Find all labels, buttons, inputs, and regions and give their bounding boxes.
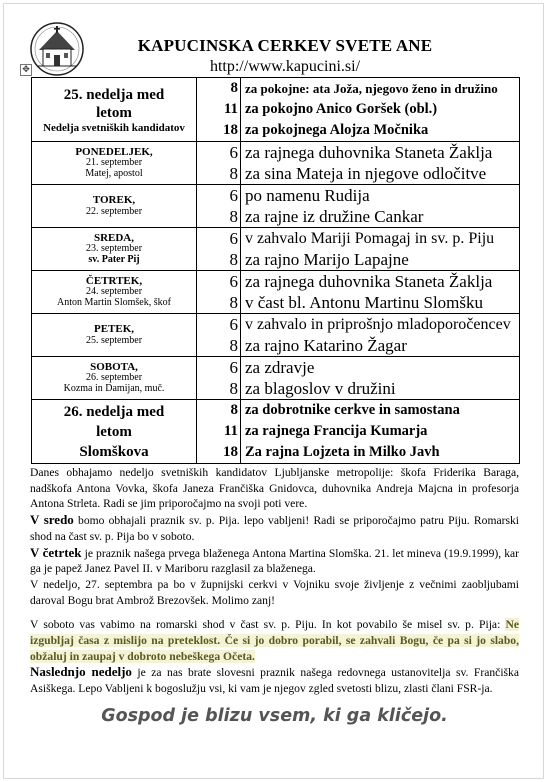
day-saint: sv. Pater Pij xyxy=(88,253,140,265)
day-cell xyxy=(32,185,197,228)
mass-hour: 8 xyxy=(229,293,238,312)
notice-text: V soboto vas vabimo na romarski shod v čast sv. p. Piju. In kot povabilo še misel sv. p. Pija: xyxy=(30,618,506,632)
notice-text: je praznik našega prvega blaženega Antona Martina Slomška. 21. let mineva (19.9.1999), kar ga je papež Janez Pavel II. v Mariboru razglasil za blaženega. xyxy=(30,546,519,576)
day-name: TOREK, xyxy=(92,193,136,206)
day-title: 26. nedelja med xyxy=(63,403,165,420)
day-saint: Kozma in Damijan, muč. xyxy=(63,382,165,394)
day-cell xyxy=(32,228,197,271)
hours-cell xyxy=(197,400,241,464)
page-title: KAPUCINSKA CERKEV SVETE ANE xyxy=(137,36,433,55)
notice-paragraph xyxy=(30,664,519,696)
intentions-cell xyxy=(241,228,520,271)
day-cell xyxy=(32,78,197,142)
day-cell xyxy=(32,314,197,357)
mass-intention: po namenu Rudija xyxy=(245,186,370,205)
mass-intention: za zdravje xyxy=(245,358,315,377)
day-cell xyxy=(32,357,197,400)
day-subtitle: Nedelja svetniških kandidatov xyxy=(43,121,185,134)
day-name: PONEDELJEK, xyxy=(75,145,153,158)
mass-hour: 6 xyxy=(229,272,238,291)
table-row xyxy=(32,228,520,271)
notice-paragraph: Danes obhajamo nedeljo svetniških kandidatov Ljubljanske metropolije: škofa Friderika Baraga, nadškofa Antona Vovka, škofa Janeza Frančiška Gnidovca, duhovnika Andreja Majcna in profesorja Antona Strleta. Radi se jim priporočajmo na svoji poti vere. xyxy=(30,466,519,511)
day-name: PETEK, xyxy=(93,322,135,335)
mass-intention: v zahvalo in priprošnjo mladoporočencev xyxy=(245,316,511,333)
notice-paragraph xyxy=(30,617,519,664)
notice-lead: V četrtek xyxy=(30,544,82,560)
mass-intention: za pokojnega Alojza Močnika xyxy=(245,122,429,138)
day-title: 25. nedelja med xyxy=(63,86,165,103)
mass-intention: za sina Mateja in njegove odločitve xyxy=(245,164,487,183)
mass-hour: 6 xyxy=(229,315,238,334)
notice-paragraph xyxy=(30,512,519,544)
day-title-2: letom xyxy=(96,423,132,440)
hours-cell xyxy=(197,142,241,185)
notice-paragraph: V nedeljo, 27. septembra pa bo v župnijski cerkvi v Vojniku svoje življenje z večnimi zaobljubami daroval Bogu brat Ambrož Brezovšek. Molimo zanj! xyxy=(30,577,519,607)
day-saint: Anton Martin Slomšek, škof xyxy=(57,296,171,308)
mass-hour: 11 xyxy=(223,423,238,439)
table-move-handle-icon[interactable]: ✥ xyxy=(20,64,32,76)
mass-intention: za rajnega duhovnika Staneta Žaklja xyxy=(245,272,493,291)
day-date: 24. september xyxy=(85,286,143,298)
mass-schedule-table xyxy=(31,77,520,464)
day-date: 22. september xyxy=(85,205,143,217)
intentions-cell xyxy=(241,78,520,142)
table-row xyxy=(32,142,520,185)
hours-cell xyxy=(197,228,241,271)
mass-intention: za rajnega duhovnika Staneta Žaklja xyxy=(245,143,493,162)
notice-text: bomo obhajali praznik sv. p. Pija. lepo vabljeni! Radi se priporočajmo patru Piju. Romarski shod na čast sv. p. Pija bo v soboto. xyxy=(30,514,519,543)
mass-hour: 8 xyxy=(229,250,238,269)
intentions-cell xyxy=(241,142,520,185)
day-date: 21. september xyxy=(85,157,143,169)
day-cell xyxy=(32,400,197,464)
mass-intention: Za rajna Lojzeta in Milko Javh xyxy=(245,444,440,460)
closing-motto: Gospod je blizu vsem, ki ga kličejo. xyxy=(101,706,448,726)
table-row xyxy=(32,78,520,142)
mass-hour: 8 xyxy=(230,402,238,418)
mass-hour: 11 xyxy=(223,101,238,117)
hours-cell xyxy=(197,357,241,400)
day-date: 26. september xyxy=(85,372,143,384)
day-cell xyxy=(32,271,197,314)
day-name: ČETRTEK, xyxy=(85,274,143,287)
intentions-cell xyxy=(241,185,520,228)
hours-cell xyxy=(197,185,241,228)
church-logo-icon xyxy=(30,22,84,76)
day-title-3: Slomškova xyxy=(79,443,149,460)
mass-hour: 8 xyxy=(229,379,238,398)
intentions-cell xyxy=(241,400,520,464)
day-saint: Matej, apostol xyxy=(85,167,143,179)
hours-cell xyxy=(197,78,241,142)
intentions-cell xyxy=(241,314,520,357)
mass-intention: v čast bl. Antonu Martinu Slomšku xyxy=(245,293,483,312)
notice-lead: V sredo xyxy=(30,512,74,528)
intentions-cell xyxy=(241,357,520,400)
mass-hour: 6 xyxy=(229,143,238,162)
notices xyxy=(30,465,519,697)
mass-hour: 8 xyxy=(230,80,238,96)
table-row xyxy=(32,314,520,357)
website-url: http://www.kapucini.si/ xyxy=(209,58,361,75)
day-title-2: letom xyxy=(96,104,132,121)
mass-hour: 8 xyxy=(229,164,238,183)
table-row xyxy=(32,271,520,314)
mass-intention: za pokojno Anico Goršek (obl.) xyxy=(245,101,438,117)
mass-hour: 18 xyxy=(223,122,238,138)
notice-text: je za nas brate slovesni praznik našega redovnega ustanovitelja sv. Frančiška Asiškega. Lepo Vabljeni k bogoslužju vsi, ki vam je njegov zgled svetosti blizu, zlasti člani FSR-ja. xyxy=(30,666,519,696)
mass-hour: 8 xyxy=(229,336,238,355)
mass-intention: za rajne iz družine Cankar xyxy=(245,207,424,226)
day-cell xyxy=(32,142,197,185)
mass-hour: 6 xyxy=(229,229,238,248)
mass-intention: za blagoslov v družini xyxy=(245,379,396,398)
table-row xyxy=(32,357,520,400)
mass-hour: 18 xyxy=(223,444,238,460)
intentions-cell xyxy=(241,271,520,314)
day-date: 23. september xyxy=(85,243,143,255)
hours-cell xyxy=(197,314,241,357)
mass-hour: 8 xyxy=(229,207,238,226)
mass-intention: v zahvalo Mariji Pomagaj in sv. p. Piju xyxy=(245,230,495,247)
padre-pio-quote: Ne izgubljaj časa z mislijo na preteklost. Če si jo dobro porabil, se zahvali Bogu, če pa si jo slabo, obžaluj in zaupaj v dobroto nebeškega Očeta. xyxy=(30,618,519,663)
notice-lead: Naslednjo nedeljo xyxy=(30,664,132,680)
mass-hour: 6 xyxy=(229,186,238,205)
mass-intention: za pokojne: ata Joža, njegovo ženo in družino xyxy=(245,81,498,96)
day-name: SREDA, xyxy=(93,231,135,244)
mass-intention: za dobrotnike cerkve in samostana xyxy=(245,402,460,418)
mass-intention: za rajnega Francija Kumarja xyxy=(245,423,428,439)
notice-paragraph xyxy=(30,545,519,577)
hours-cell xyxy=(197,271,241,314)
table-row xyxy=(32,185,520,228)
table-row xyxy=(32,400,520,464)
day-date: 25. september xyxy=(85,334,143,346)
mass-hour: 6 xyxy=(229,358,238,377)
mass-intention: za rajno Katarino Žagar xyxy=(245,336,407,355)
mass-intention: za rajno Marijo Lapajne xyxy=(245,250,409,269)
day-name: SOBOTA, xyxy=(90,360,138,373)
